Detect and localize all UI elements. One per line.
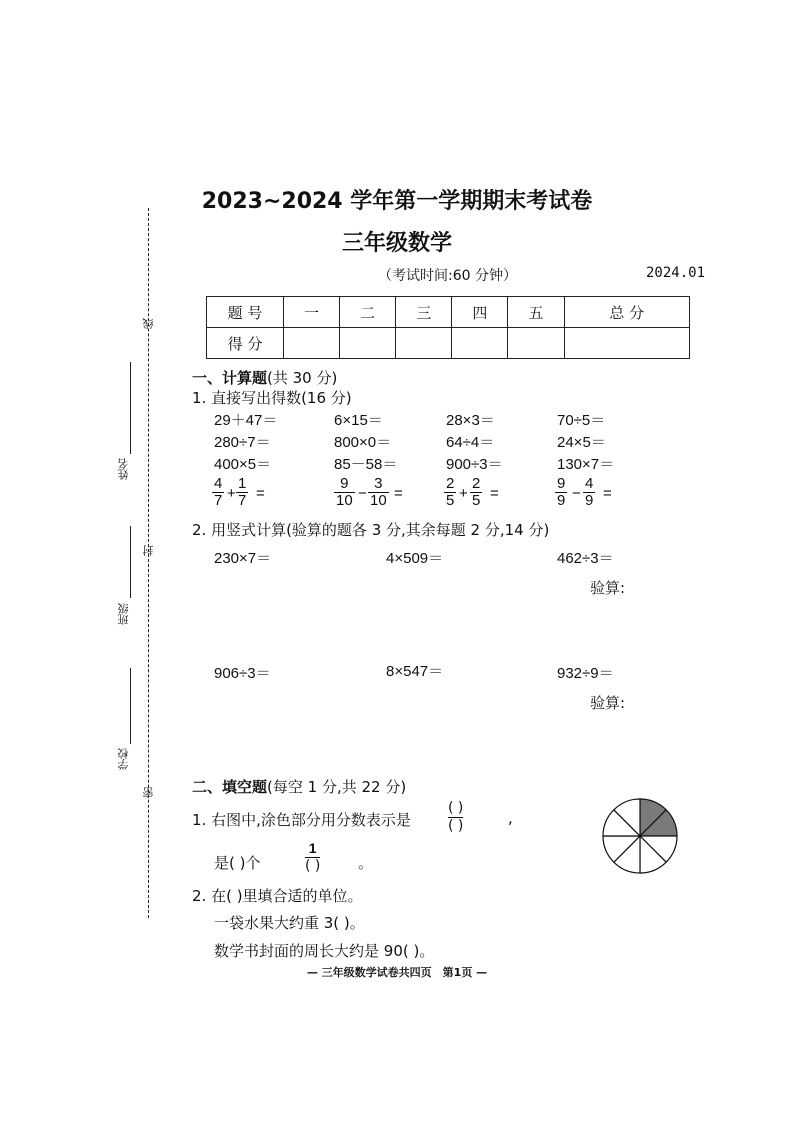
paren-top[interactable]: ( ) [448, 800, 464, 816]
score-row-label: 得 分 [207, 328, 284, 359]
school-label: 学校 [117, 748, 130, 770]
oral-calc-r3c3[interactable]: 900÷3＝ [446, 456, 503, 473]
score-cell-4: 四 [452, 297, 508, 328]
q1-label: 1. 直接写出得数(16 分) [192, 389, 352, 407]
score-input-5[interactable] [508, 328, 564, 359]
fraction-2b [368, 476, 389, 509]
vertical-calc-2[interactable]: 4×509＝ [386, 550, 444, 567]
oral-calc-r2c2[interactable]: 800×0＝ [334, 434, 392, 451]
score-input-2[interactable] [340, 328, 396, 359]
numerator: 9 [340, 475, 349, 492]
paren-bottom[interactable]: ( ) [305, 858, 321, 874]
fraction-4a [555, 476, 567, 509]
oral-calc-r1c3[interactable]: 28×3＝ [446, 412, 495, 429]
score-cell-2: 二 [340, 297, 396, 328]
vertical-calc-6[interactable]: 932÷9＝ [557, 665, 614, 682]
fill-q1-period: 。 [358, 854, 374, 872]
numerator-one: 1 [308, 840, 317, 856]
section1-heading: 一、计算题 [192, 369, 268, 387]
section2-heading: 二、填空题 [192, 778, 268, 796]
section2-points: (每空 1 分,共 22 分) [267, 778, 407, 796]
numerator: 3 [374, 475, 383, 492]
denominator: 5 [446, 492, 455, 509]
score-input-4[interactable] [452, 328, 508, 359]
fraction-4-equals[interactable]: = [603, 485, 612, 502]
margin-feng: 封 [142, 545, 155, 556]
fraction-1a [212, 476, 224, 509]
oral-calc-r1c4[interactable]: 70÷5＝ [557, 412, 606, 429]
denominator: 5 [472, 492, 481, 509]
check-label-2: 验算: [590, 694, 626, 712]
exam-title: 2023~2024 学年第一学期期末考试卷 [201, 189, 593, 214]
score-input-3[interactable] [396, 328, 452, 359]
fraction-1-equals[interactable]: = [256, 485, 265, 502]
vertical-calc-1[interactable]: 230×7＝ [214, 550, 272, 567]
numerator: 1 [238, 475, 247, 492]
fraction-pie-figure [600, 796, 680, 876]
page-footer: — 三年级数学试卷共四页 第1页 — [306, 966, 488, 979]
oral-calc-r2c1[interactable]: 280÷7＝ [214, 434, 271, 451]
score-table-header-row [207, 297, 690, 328]
fill-q1-fraction-blank[interactable] [448, 800, 463, 835]
fill-q1-text: 1. 右图中,涂色部分用分数表示是 [192, 811, 411, 829]
vertical-calc-5[interactable]: 8×547＝ [386, 663, 444, 680]
q2-label: 2. 用竖式计算(验算的题各 3 分,其余每题 2 分,14 分) [192, 521, 550, 539]
fill-q1-comma: , [508, 809, 513, 827]
fill-q2-b[interactable]: 数学书封面的周长大约是 90( )。 [214, 942, 435, 960]
fraction-4-op: − [572, 485, 581, 502]
class-label: 班级 [117, 603, 130, 625]
numerator: 2 [446, 475, 455, 492]
fraction-3-equals[interactable]: = [490, 485, 499, 502]
score-input-total[interactable] [564, 328, 689, 359]
denominator: 7 [214, 492, 223, 509]
fraction-3b [470, 476, 482, 509]
paren-bottom[interactable]: ( ) [448, 818, 464, 834]
score-input-1[interactable] [284, 328, 340, 359]
score-cell-5: 五 [508, 297, 564, 328]
numerator: 4 [585, 475, 594, 492]
name-blank-line[interactable] [130, 362, 131, 454]
numerator: 4 [214, 475, 223, 492]
section2-heading-line [192, 776, 406, 797]
fraction-4b [583, 476, 595, 509]
margin-xian: 线 [142, 318, 155, 329]
exam-date: 2024.01 [646, 265, 706, 281]
fraction-3a [444, 476, 456, 509]
section1-heading-line [192, 367, 337, 388]
denominator: 9 [585, 492, 594, 509]
exam-time: （考试时间:60 分钟） [378, 268, 517, 284]
denominator: 7 [238, 492, 247, 509]
fraction-2-op: − [358, 485, 367, 502]
score-table-score-row [207, 328, 690, 359]
oral-calc-r3c1[interactable]: 400×5＝ [214, 456, 272, 473]
exam-subtitle: 三年级数学 [341, 231, 452, 256]
fraction-1b [236, 476, 248, 509]
school-blank-line[interactable] [130, 668, 131, 744]
fraction-2a [334, 476, 355, 509]
denominator: 10 [336, 492, 353, 509]
fraction-3-op: + [459, 485, 468, 502]
score-cell-total: 总 分 [564, 297, 689, 328]
margin-mi: 密 [142, 787, 155, 798]
score-cell-3: 三 [396, 297, 452, 328]
vertical-calc-3[interactable]: 462÷3＝ [557, 550, 614, 567]
score-table [206, 296, 690, 359]
oral-calc-r1c1[interactable]: 29＋47＝ [214, 412, 278, 429]
section1-points: (共 30 分) [267, 369, 338, 387]
numerator: 2 [472, 475, 481, 492]
fill-q1-unit-fraction[interactable] [305, 840, 320, 875]
score-cell-1: 一 [284, 297, 340, 328]
class-blank-line[interactable] [130, 526, 131, 598]
binding-dashed-line [148, 208, 149, 918]
oral-calc-r3c2[interactable]: 85－58＝ [334, 456, 398, 473]
check-label-1: 验算: [590, 579, 626, 597]
numerator: 9 [557, 475, 566, 492]
fraction-1-op: + [227, 485, 236, 502]
oral-calc-r3c4[interactable]: 130×7＝ [557, 456, 615, 473]
name-label: 姓名 [117, 458, 130, 480]
denominator: 10 [370, 492, 387, 509]
fill-q2-a[interactable]: 一袋水果大约重 3( )。 [214, 914, 365, 932]
oral-calc-r1c2[interactable]: 6×15＝ [334, 412, 383, 429]
denominator: 9 [557, 492, 566, 509]
fraction-2-equals[interactable]: = [394, 485, 403, 502]
fill-q2-label: 2. 在( )里填合适的单位。 [192, 887, 363, 905]
fill-q1-line2[interactable]: 是( )个 [214, 854, 261, 872]
oral-calc-r2c4[interactable]: 24×5＝ [557, 434, 606, 451]
oral-calc-r2c3[interactable]: 64÷4＝ [446, 434, 495, 451]
score-cell-label: 题 号 [207, 297, 284, 328]
vertical-calc-4[interactable]: 906÷3＝ [214, 665, 271, 682]
